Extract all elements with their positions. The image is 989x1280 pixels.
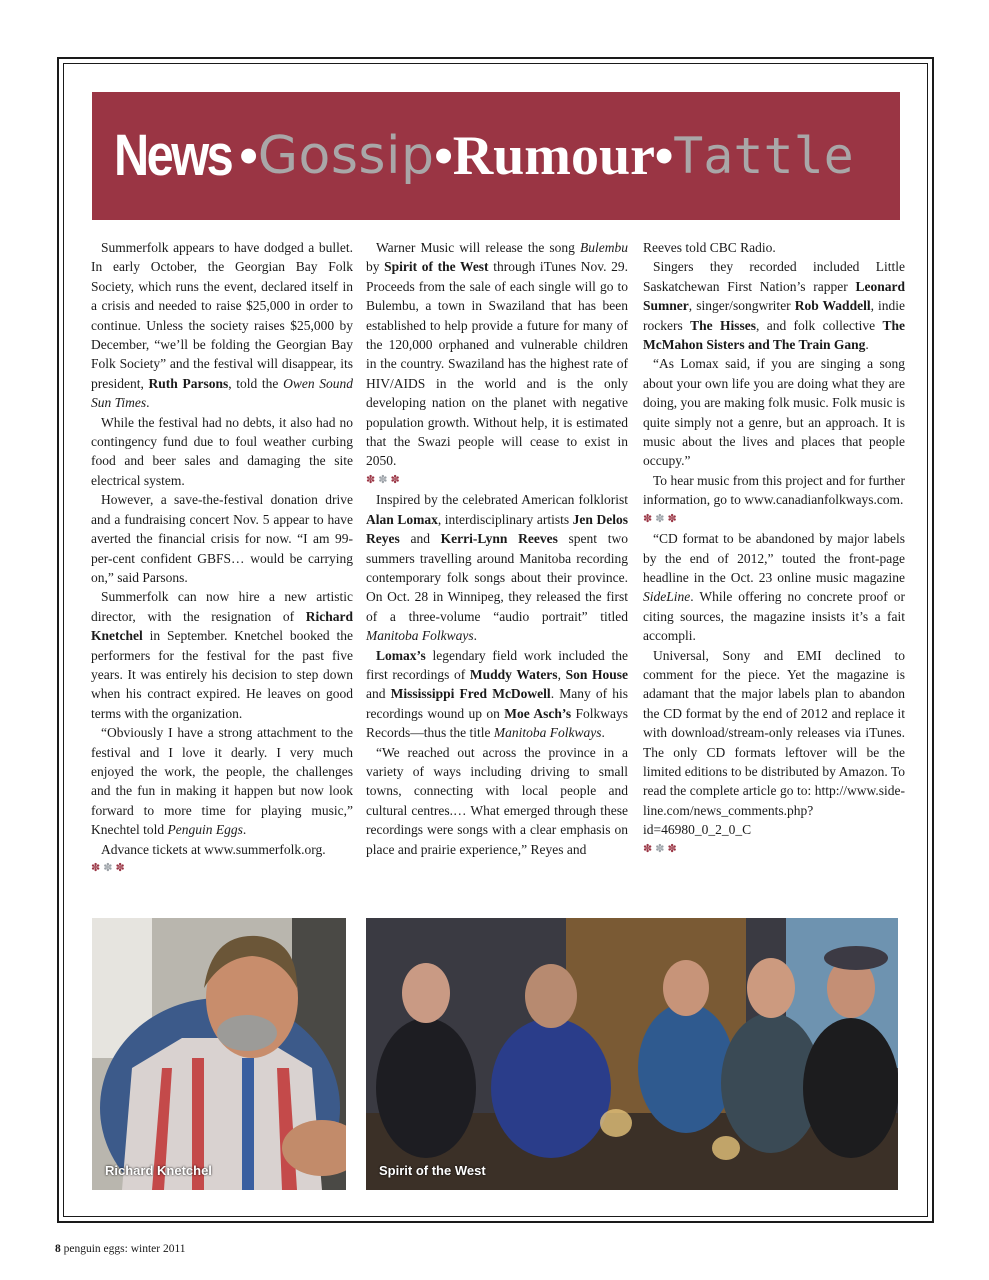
publication-name: SideLine [643,589,691,605]
article-column-1 [91,238,353,878]
section-divider-ornament-icon: ✽✽✽ [366,473,403,486]
section-banner [92,92,900,220]
paragraph: Lomax’s legendary field work included the first recordings of Muddy Waters, Son House and Mississippi Fred McDowell. Many of his recordings wound up on Moe Asch’s Folkways Records—thus the title Manitoba Folkways. [366,647,628,741]
publication-name: Owen Sound Sun Times [91,375,354,411]
album-title: Manitoba Folkways [366,628,474,644]
paragraph: Advance tickets at www.summerfolk.org. [101,841,326,857]
person-name: Lomax’s [376,647,426,663]
publication-name: Penguin Eggs [167,822,243,838]
paragraph: “CD format to be abandoned by major labels by the end of 2012,” touted the front-page headline in the Oct. 23 online music magazine SideLine. While offering no concrete proof or citing sources, the magazine insists it’s a fait accompli. [643,531,905,644]
banner-dot: • [239,127,258,185]
portrait-illustration [92,918,346,1190]
banner-tattle: Tattle [673,127,854,185]
person-name: Son House [565,666,628,682]
paragraph: Singers they recorded included Little Saskatchewan First Nation’s rapper Leonard Sumner, singer/songwriter Rob Waddell, indie rockers The Hisses, and folk collective The McMahon Sisters and The Train Gang. [643,259,906,353]
person-name: Muddy Waters [469,666,558,682]
band-name: Spirit of the West [384,259,489,275]
person-name: Alan Lomax [366,511,438,527]
person-name: Leonard Sumner [643,278,905,314]
band-name: The McMahon Sisters and The Train Gang [643,317,905,353]
paragraph: “We reached out across the province in a variety of ways including driving to small towns, connecting with local people and cultural centres.… What emerged through these recordings were songs with a clear emphasis on place and prairie experience,” Reyes and [366,744,628,857]
paragraph: While the festival had no debts, it also had no contingency fund due to foul weather curbing food and beer sales and damaging the site electrical system. [91,414,353,488]
section-divider-ornament-icon: ✽✽✽ [643,842,680,855]
person-name: Rob Waddell [794,298,871,314]
banner-dot: • [434,127,453,185]
article-column-2 [366,238,628,859]
paragraph: To hear music from this project and for further information, go to www.canadianfolkways.com. [643,472,905,508]
section-divider-ornament-icon: ✽✽✽ [643,512,680,525]
banner-rumour: Rumour [452,125,655,187]
section-divider-ornament-icon: ✽✽✽ [91,862,128,874]
paragraph: Reeves told CBC Radio. [643,240,776,255]
publication-issue: penguin eggs: winter 2011 [63,1243,186,1255]
photo-caption: Spirit of the West [379,1163,486,1178]
article-column-3 [643,238,905,859]
paragraph: Universal, Sony and EMI declined to comment for the piece. Yet the magazine is adamant that the major labels plan to abandon the CD format by the end of 2012 and replace it with download/stream-only releases via iTunes. The only CD formats leftover will be the limited editions to be distributed by Amazon. To read the complete article go to: http://www.side-line.com/news_comments.php?id=46980_0_2_0_C [643,647,905,838]
person-name: Jen Delos Reyes [366,511,628,547]
paragraph: Inspired by the celebrated American folklorist Alan Lomax, interdisciplinary artists Jen Delos Reyes and Kerri-Lynn Reeves spent two summers travelling around Manitoba recording contemporary folk songs about their province. On Oct. 28 in Winnipeg, they released the first of a three-volume “audio portrait” titled Manitoba Folkways. [366,492,628,644]
photo-richard-knetchel [92,918,346,1190]
paragraph: “Obviously I have a strong attachment to the festival and I love it dearly. I very much enjoyed the work, the people, the challenges and the fun in making it happen but now look forward to more time for playing music,” Knechtel told Penguin Eggs. [91,725,353,838]
paragraph: “As Lomax said, if you are singing a song about your own life you are doing what they are doing, you are making folk music. Folk music is quite simply not a genre, but an approach. It is music about the lives and places that people occupy.” [643,356,905,469]
song-title: Bulembu [580,240,628,255]
photo-caption: Richard Knetchel [105,1163,212,1178]
photo-spirit-of-the-west [366,918,898,1190]
page-footer [55,1243,186,1255]
banner-news: News [114,123,232,188]
paragraph: However, a save-the-festival donation drive and a fundraising concert Nov. 5 appear to have averted the financial crisis for now. “I am 99-per-cent confident GBFS… would be carrying on,” said Parsons. [91,492,353,585]
banner-dot: • [654,127,674,185]
paragraph: Summerfolk appears to have dodged a bullet. In early October, the Georgian Bay Folk Society, which runs the event, declared itself in a crisis and needed to raise $25,000 in order to continue. Unless the society raises $25,000 by December, “we’ll be folding the Georgian Bay Folk Society” and the festival will disappear, its president, Ruth Parsons, told the Owen Sound Sun Times. [91,240,354,411]
band-name: The Hisses [690,317,756,333]
album-title: Manitoba Folkways [493,725,602,741]
band-photo-illustration [366,918,898,1190]
person-name: Moe Asch’s [504,705,572,721]
banner-gossip: Gossip [257,126,435,186]
person-name: Kerri-Lynn Reeves [440,531,558,547]
person-name: Ruth Parsons [148,375,229,391]
paragraph: Summerfolk can now hire a new artistic director, with the resignation of Richard Knetchel in September. Knetchel booked the performers for the festival for the past five years. It was entirely his decision to step down when his contract expired. He leaves on good terms with the organization. [91,589,353,721]
paragraph: Warner Music will release the song Bulembu by Spirit of the West through iTunes Nov. 29. Proceeds from the sale of each single will go to Bulembu, a town in Swaziland that has been established to help provide a future for many of the 120,000 orphaned and vulnerable children in the country. Swaziland has the highest rate of HIV/AIDS in the world and is the only developing nation on the planet with negative population growth. Without help, it is estimated that the Swazi people will cease to exist in 2050. [366,240,629,469]
person-name: Mississippi Fred McDowell [390,686,551,702]
person-name: Richard Knetchel [91,608,353,644]
page-number: 8 [55,1243,61,1255]
